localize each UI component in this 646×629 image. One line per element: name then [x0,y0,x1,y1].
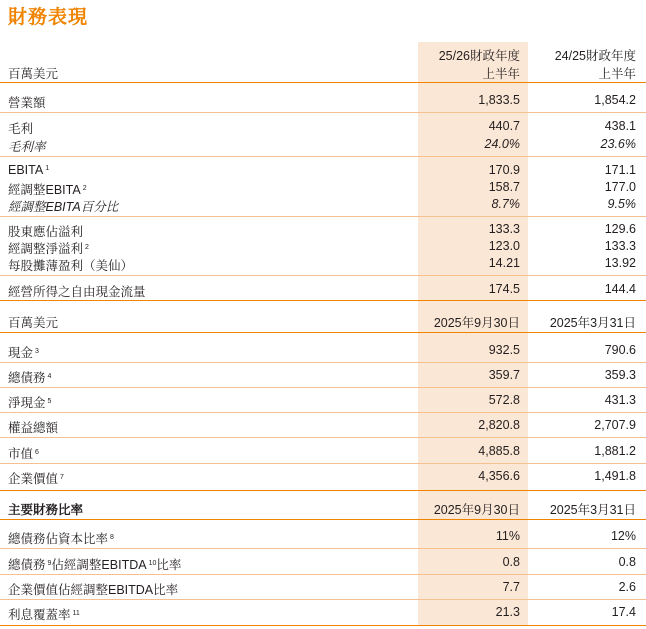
row-label: 經營所得之自由現金流量 [8,285,146,299]
divider [0,387,646,388]
value-current: 158.7 [488,180,520,194]
footnote-mark: 4 [47,373,52,380]
value-current: 572.8 [488,393,520,407]
divider [0,625,646,626]
value-current: 359.7 [488,368,520,382]
row-label: 淨現金 [8,396,46,410]
row-label: 總債務 [8,371,46,385]
row-label: 經調整EBITA百分比 [8,200,119,214]
value-current: 1,833.5 [478,93,520,107]
value-prior: 23.6% [600,137,636,151]
value-current: 24.0% [484,137,520,151]
row-label: 總債務佔資本比率 [8,532,109,546]
column-header-prior-sub: 上半年 [598,67,636,81]
value-current: 932.5 [488,343,520,357]
divider [0,362,646,363]
footnote-mark: 10 [148,560,157,567]
value-prior: 1,881.2 [594,444,636,458]
unit-label: 百萬美元 [8,316,59,330]
row-label: 經調整淨溢利 [8,242,84,256]
value-current: 2,820.8 [478,418,520,432]
row-label: 現金 [8,346,34,360]
row-label: EBITA [8,163,44,177]
value-current: 174.5 [488,282,520,296]
value-prior: 171.1 [604,163,636,177]
value-current: 21.3 [495,605,520,619]
value-prior: 17.4 [611,605,636,619]
section-heading: 主要財務比率 [8,503,84,517]
row-label: 利息覆蓋率 [8,608,71,622]
divider [0,574,646,575]
column-header-current: 2025年9月30日 [433,503,520,517]
value-prior: 359.3 [604,368,636,382]
row-label: 每股攤薄盈利（美仙） [8,259,134,273]
footnote-mark: 1 [45,165,50,172]
footnote-mark: 9 [47,560,52,567]
footnote-mark: 11 [72,610,80,617]
row-label: 營業額 [8,96,46,110]
divider [0,599,646,600]
value-prior: 1,854.2 [594,93,636,107]
value-current: 14.21 [488,256,520,270]
row-label-part: 比率 [156,558,182,572]
row-label: 總債務 [8,558,46,572]
row-label-part: 佔經調整EBITDA [51,558,147,572]
value-current: 170.9 [488,163,520,177]
value-prior: 1,491.8 [594,469,636,483]
column-header-current: 25/26財政年度 [438,49,520,63]
divider [0,216,646,217]
unit-label: 百萬美元 [8,67,59,81]
value-prior: 133.3 [604,239,636,253]
value-current: 8.7% [491,197,520,211]
value-prior: 12% [610,529,636,543]
value-current: 7.7 [502,580,520,594]
value-current: 4,885.8 [478,444,520,458]
divider [0,275,646,276]
divider [0,548,646,549]
divider [0,300,646,301]
row-label: 經調整EBITA [8,183,81,197]
divider [0,332,646,333]
value-current: 0.8 [502,555,520,569]
row-label: 企業價值 [8,472,59,486]
value-current: 123.0 [488,239,520,253]
value-prior: 13.92 [604,256,636,270]
column-header-current: 2025年9月30日 [433,316,520,330]
footnote-mark: 7 [60,474,64,481]
divider [0,82,646,83]
divider [0,437,646,438]
value-current: 440.7 [488,119,520,133]
divider [0,519,646,520]
column-header-prior: 24/25財政年度 [554,49,636,63]
row-label: 股東應佔溢利 [8,225,84,239]
page-title: 財務表現 [8,7,89,28]
row-label: 毛利 [8,122,34,136]
divider [0,412,646,413]
footnote-mark: 8 [110,534,114,541]
divider [0,463,646,464]
row-label: 權益總額 [8,421,59,435]
row-label: 企業價值佔經調整EBITDA比率 [8,583,179,597]
value-prior: 2.6 [618,580,636,594]
value-current: 4,356.6 [478,469,520,483]
value-prior: 790.6 [604,343,636,357]
value-prior: 0.8 [618,555,636,569]
table-header [0,46,646,80]
row-label: 市值 [8,447,34,461]
value-current: 133.3 [488,222,520,236]
footnote-mark: 3 [35,348,39,355]
value-prior: 9.5% [607,197,636,211]
divider [0,112,646,113]
column-header-current-sub: 上半年 [482,67,520,81]
footnote-mark: 2 [85,244,89,251]
value-prior: 144.4 [604,282,636,296]
row-label: 毛利率 [8,140,46,154]
footnote-mark: 5 [47,398,52,405]
value-prior: 177.0 [604,180,636,194]
value-prior: 2,707.9 [594,418,636,432]
value-current: 11% [495,529,520,543]
value-prior: 431.3 [604,393,636,407]
footnote-mark: 6 [35,449,39,456]
value-prior: 438.1 [604,119,636,133]
value-prior: 129.6 [604,222,636,236]
divider [0,156,646,157]
column-header-prior: 2025年3月31日 [549,316,636,330]
divider [0,490,646,491]
footnote-mark: 2 [82,185,87,192]
column-header-prior: 2025年3月31日 [549,503,636,517]
